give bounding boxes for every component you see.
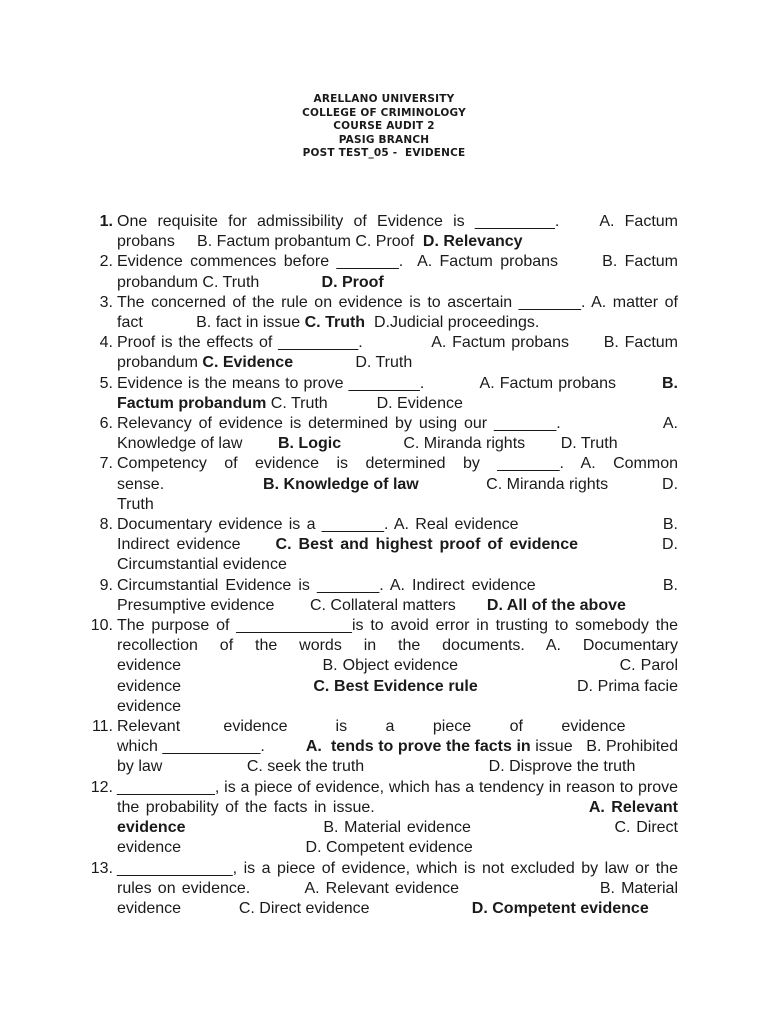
question-number: 2.	[99, 253, 113, 271]
question-text: Documentary evidence is a _______. A. Real evidence B. Indirect evidence	[117, 516, 678, 554]
answer-choice-bold: C. Best Evidence rule	[313, 677, 478, 695]
question-text: C. Truth D. Evidence	[266, 394, 463, 412]
answer-choice-bold: B. Factum probandum	[117, 374, 678, 412]
question-text: One requisite for admissibility of Evidence is _________. A. Factum probans B. Factum probantum C. Proof	[117, 213, 678, 251]
question-number: 13.	[90, 859, 113, 877]
answer-choice-bold: B. Knowledge of law	[263, 475, 419, 493]
question-item	[80, 212, 678, 252]
question-number: 6.	[99, 415, 113, 433]
question-text: C. Miranda rights D. Truth	[117, 475, 679, 513]
answer-choice-bold: D. All of the above	[486, 596, 626, 614]
header-college: COLLEGE OF CRIMINOLOGY	[302, 106, 466, 119]
question-item	[80, 414, 678, 454]
question-text: Circumstantial Evidence is _______. A. Indirect evidence B. Presumptive evidence C. Collateral matters	[117, 576, 678, 614]
question-text: Evidence is the means to prove ________. A. Factum probans	[117, 374, 662, 392]
document-header	[0, 93, 768, 161]
answer-choice-bold: A. tends to prove the facts in	[305, 738, 531, 756]
question-text: Proof is the effects of _________. A. Factum probans B. Factum probandum	[117, 334, 678, 372]
answer-choice-bold: C. Truth	[304, 314, 366, 332]
answer-choice-bold: D. Relevancy	[422, 233, 523, 251]
question-text: Relevant evidence is a piece of evidence which ___________.	[117, 718, 678, 756]
question-number: 5.	[99, 374, 113, 392]
question-text: D.Judicial proceedings.	[365, 314, 540, 332]
question-item	[80, 293, 678, 333]
question-number: 9.	[99, 576, 113, 594]
question-text: Evidence commences before _______. A. Factum probans B. Factum probandum C. Truth	[117, 253, 678, 291]
question-item	[80, 515, 678, 576]
question-text: C. Miranda rights D. Truth	[341, 435, 618, 453]
question-item	[80, 374, 678, 414]
header-university: ARELLANO UNIVERSITY	[313, 93, 455, 105]
answer-choice-bold: D. Proof	[321, 273, 384, 291]
question-text: D. Prima facie evidence	[117, 677, 678, 715]
question-text: D. Truth	[293, 354, 413, 372]
question-item	[80, 616, 678, 717]
question-text: Relevancy of evidence is determined by using our _______. A. Knowledge of law	[117, 415, 678, 453]
question-number: 7.	[99, 455, 113, 473]
question-text: ___________, is a piece of evidence, which has a tendency in reason to prove the probability of the facts in issue.	[117, 778, 678, 816]
answer-choice-bold: C. Evidence	[202, 354, 294, 372]
question-item	[80, 717, 678, 778]
question-text: D. Circumstantial evidence	[117, 536, 678, 574]
answer-choice-bold: C. Best and highest proof of evidence	[275, 536, 578, 554]
header-branch: PASIG BRANCH	[338, 133, 430, 146]
question-item	[80, 859, 678, 920]
question-text: The purpose of _____________is to avoid error in trusting to somebody the recollection of the words in the documents. A. Documentary evidence B. Object evidence C. Parol evidence	[117, 617, 678, 695]
question-item	[80, 454, 678, 515]
question-item	[80, 333, 678, 373]
question-item	[80, 252, 678, 292]
question-number: 11.	[91, 718, 113, 736]
question-text: The concerned of the rule on evidence is to ascertain _______. A. matter of fact B. fact in issue	[117, 293, 678, 332]
question-number: 3.	[99, 293, 113, 311]
question-number: 10.	[90, 617, 113, 635]
question-text: Competency of evidence is determined by _______. A. Common sense.	[117, 455, 678, 493]
header-test-title: POST TEST_05 - EVIDENCE	[302, 147, 466, 159]
question-number: 8.	[99, 516, 113, 534]
question-text: issue B. Prohibited by law C. seek the truth D. Disprove the truth	[117, 738, 679, 776]
question-text: _____________, is a piece of evidence, which is not excluded by law or the rules on evidence. A. Relevant evidence B. Material evidence C. Direct evidence	[117, 859, 678, 917]
question-item	[80, 778, 678, 859]
question-text: B. Material evidence C. Direct evidence D. Competent evidence	[117, 819, 678, 857]
question-number: 12.	[90, 778, 113, 796]
header-course: COURSE AUDIT 2	[333, 120, 435, 132]
answer-choice-bold: D. Competent evidence	[471, 899, 649, 917]
answer-choice-bold: A. Relevant evidence	[117, 798, 678, 837]
answer-choice-bold: B. Logic	[277, 435, 342, 453]
question-list	[80, 212, 678, 919]
question-item	[80, 576, 678, 616]
question-number: 1.	[99, 213, 113, 230]
question-number: 4.	[99, 334, 113, 352]
